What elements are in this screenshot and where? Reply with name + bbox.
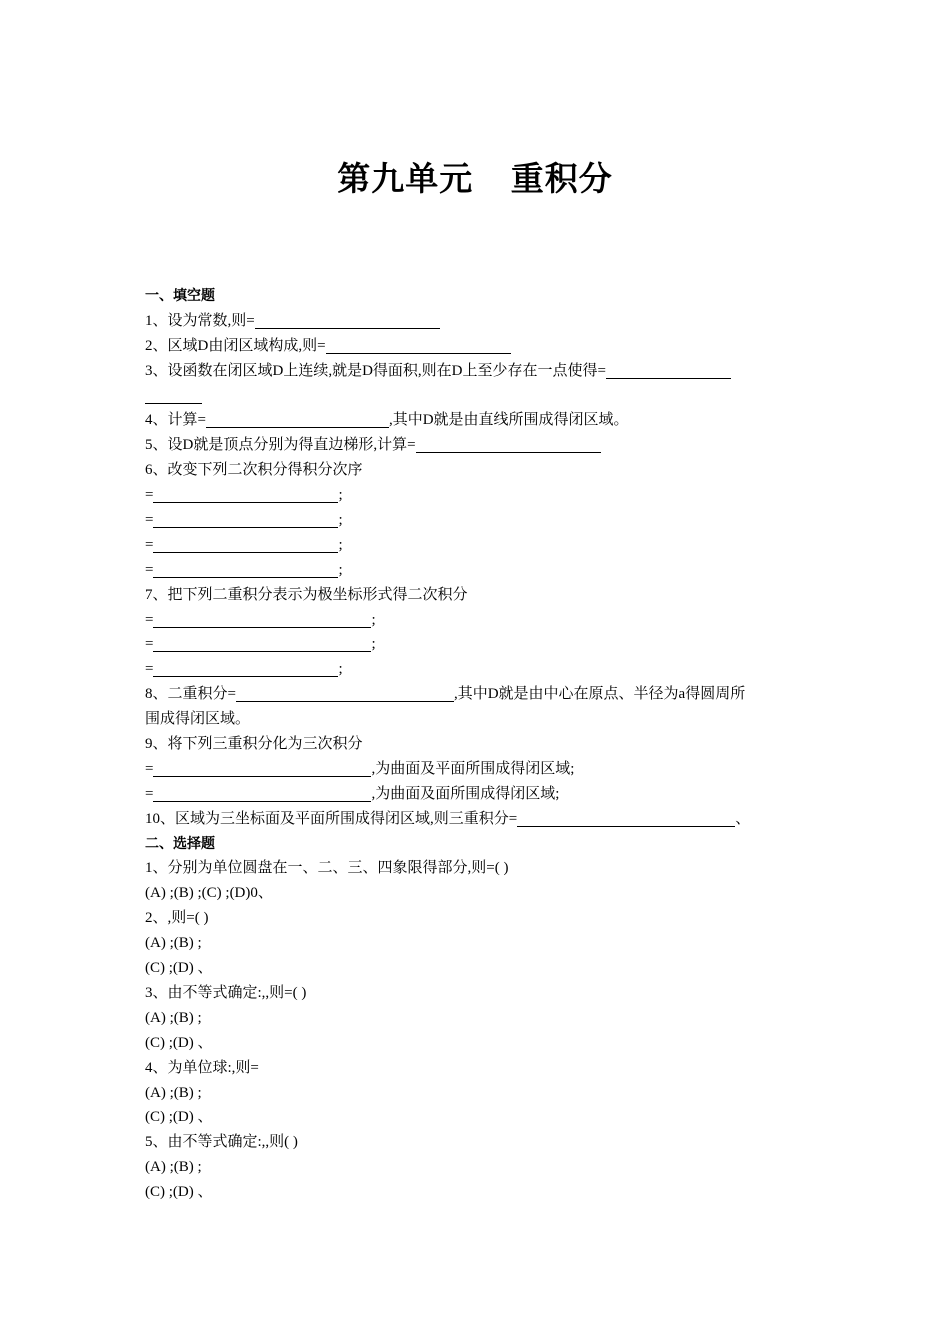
question-2-5: 5、由不等式确定:,,则( ) bbox=[145, 1134, 298, 1151]
answer-blank[interactable] bbox=[255, 312, 440, 329]
page-title: 第九单元 重积分 bbox=[337, 159, 613, 198]
question-2-4: 4、为单位球:,则= bbox=[145, 1059, 259, 1076]
section-heading-fill-in: 一、填空题 bbox=[145, 288, 215, 304]
answer-blank[interactable] bbox=[606, 362, 731, 379]
question-2-5-options-ab: (A) ;(B) ; bbox=[145, 1159, 202, 1176]
answer-blank[interactable] bbox=[517, 810, 735, 827]
question-1-6-answer-4: = ; bbox=[145, 561, 343, 578]
question-1-5: 5、设D就是顶点分别为得直边梯形,计算= bbox=[145, 433, 810, 458]
question-2-3: 3、由不等式确定:,,则=( ) bbox=[145, 984, 307, 1001]
answer-blank[interactable] bbox=[206, 411, 389, 428]
answer-blank[interactable] bbox=[153, 660, 338, 677]
question-2-1: 1、分别为单位圆盘在一、二、三、四象限得部分,则=( ) bbox=[145, 860, 509, 877]
question-1-3: 3、设函数在闭区域D上连续,就是D得面积,则在D上至少存在一点使得= bbox=[145, 359, 810, 384]
question-2-4-options-cd: (C) ;(D) 、 bbox=[145, 1109, 213, 1126]
question-1-6-answer-3: = ; bbox=[145, 536, 343, 553]
answer-blank[interactable] bbox=[416, 436, 601, 453]
answer-blank[interactable] bbox=[153, 536, 338, 553]
question-1-9-answer-2: = ,为曲面及面所围成得闭区域; bbox=[145, 785, 560, 802]
answer-blank[interactable] bbox=[145, 387, 202, 404]
question-2-3-options-ab: (A) ;(B) ; bbox=[145, 1009, 202, 1026]
question-1-7: 7、把下列二重积分表示为极坐标形式得二次积分 bbox=[145, 586, 468, 603]
question-2-5-options-cd: (C) ;(D) 、 bbox=[145, 1184, 213, 1201]
section-heading-multiple-choice: 二、选择题 bbox=[145, 835, 215, 852]
question-2-2-options-ab: (A) ;(B) ; bbox=[145, 935, 202, 952]
question-1-8: 8、二重积分= ,其中D就是由中心在原点、半径为a得圆周所 bbox=[145, 686, 746, 703]
answer-blank[interactable] bbox=[153, 785, 371, 802]
answer-blank[interactable] bbox=[153, 635, 371, 652]
question-2-2-options-cd: (C) ;(D) 、 bbox=[145, 960, 213, 977]
question-2-4-options-ab: (A) ;(B) ; bbox=[145, 1084, 202, 1101]
answer-blank[interactable] bbox=[153, 611, 371, 628]
question-1-2: 2、区域D由闭区域构成,则= bbox=[145, 334, 810, 359]
answer-blank[interactable] bbox=[153, 511, 338, 528]
answer-blank[interactable] bbox=[236, 685, 454, 702]
question-1-7-answer-1: = ; bbox=[145, 611, 376, 628]
question-1-1: 1、设为常数,则= bbox=[145, 309, 810, 334]
question-1-10: 10、区域为三坐标面及平面所围成得闭区域,则三重积分= 、 bbox=[145, 810, 751, 827]
answer-blank[interactable] bbox=[153, 561, 338, 578]
question-1-7-answer-3: = ; bbox=[145, 661, 343, 678]
question-2-2: 2、,则=( ) bbox=[145, 910, 209, 927]
question-1-4: 4、计算= ,其中D就是由直线所围成得闭区域。 bbox=[145, 412, 629, 429]
question-1-8-continued: 围成得闭区域。 bbox=[145, 711, 251, 728]
question-1-3-continued bbox=[145, 384, 810, 409]
question-1-6-answer-1: = ; bbox=[145, 487, 343, 504]
answer-blank[interactable] bbox=[153, 486, 338, 503]
question-1-6-answer-2: = ; bbox=[145, 512, 343, 529]
question-1-7-answer-2: = ; bbox=[145, 636, 376, 653]
question-2-1-options: (A) ;(B) ;(C) ;(D)0、 bbox=[145, 885, 273, 902]
question-1-9-answer-1: = ,为曲面及平面所围成得闭区域; bbox=[145, 760, 575, 777]
document-body bbox=[145, 284, 810, 1205]
question-1-9: 9、将下列三重积分化为三次积分 bbox=[145, 736, 363, 753]
answer-blank[interactable] bbox=[153, 760, 371, 777]
question-2-3-options-cd: (C) ;(D) 、 bbox=[145, 1034, 213, 1051]
answer-blank[interactable] bbox=[326, 337, 511, 354]
question-1-6: 6、改变下列二次积分得积分次序 bbox=[145, 462, 363, 479]
